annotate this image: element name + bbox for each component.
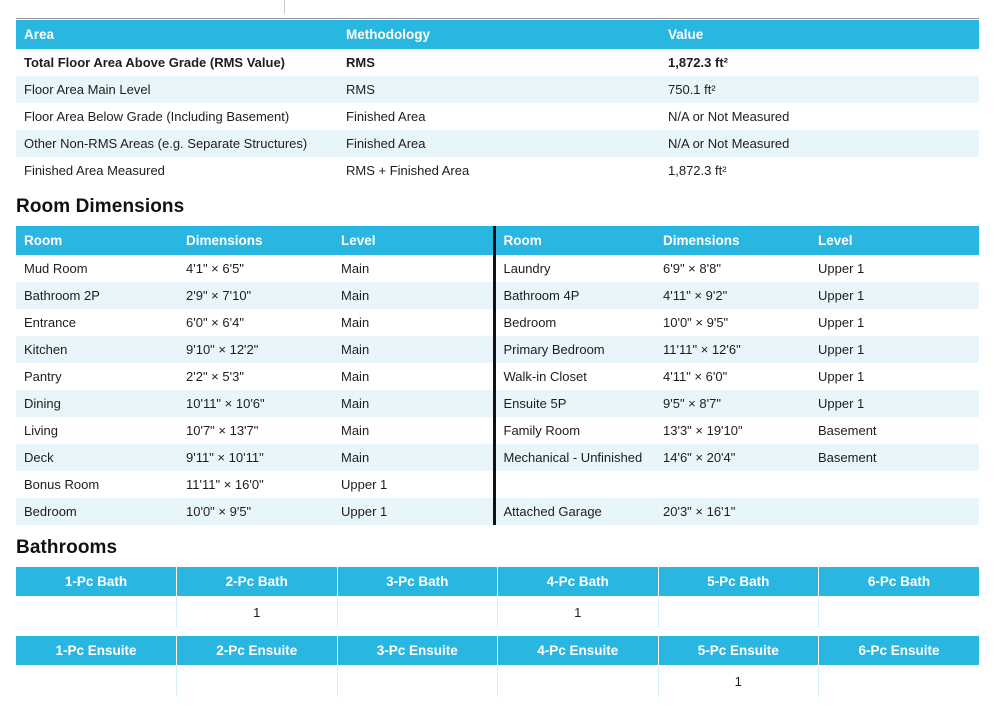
ensuite-count-3pc (337, 665, 498, 697)
room-name: Deck (16, 444, 178, 471)
table-row (16, 103, 979, 130)
room-name: Living (16, 417, 178, 444)
room-dimensions-table (16, 226, 979, 525)
room-level: Basement (810, 444, 979, 471)
ensuite-header-row (16, 636, 979, 665)
room-name: Kitchen (16, 336, 178, 363)
column-header-level-right: Level (810, 226, 979, 255)
room-level: Upper 1 (810, 390, 979, 417)
room-level: Main (333, 390, 494, 417)
room-name: Bonus Room (16, 471, 178, 498)
column-header-dimensions-right: Dimensions (655, 226, 810, 255)
column-header-level-left: Level (333, 226, 494, 255)
bath-values-row (16, 596, 979, 628)
column-header-1pc-ensuite: 1-Pc Ensuite (16, 636, 177, 665)
document-content (0, 20, 995, 697)
column-header-5pc-ensuite: 5-Pc Ensuite (658, 636, 819, 665)
room-level: Main (333, 363, 494, 390)
spacer (16, 628, 979, 636)
room-level: Upper 1 (333, 471, 494, 498)
bath-count-3pc (337, 596, 498, 628)
room-name: Pantry (16, 363, 178, 390)
room-level: Upper 1 (810, 282, 979, 309)
area-value: N/A or Not Measured (660, 103, 979, 130)
room-dimensions: 9'10" × 12'2" (178, 336, 333, 363)
bath-spacer-row (16, 628, 979, 636)
section-title-room-dimensions: Room Dimensions (16, 196, 185, 217)
area-value: 750.1 ft² (660, 76, 979, 103)
area-label: Floor Area Main Level (16, 76, 338, 103)
area-methodology: RMS (338, 49, 660, 76)
room-name: Attached Garage (494, 498, 655, 525)
room-level: Basement (810, 417, 979, 444)
table-row (16, 76, 979, 103)
room-name: Ensuite 5P (494, 390, 655, 417)
area-summary-table (16, 20, 979, 184)
room-dimensions: 11'11" × 12'6" (655, 336, 810, 363)
column-header-5pc-bath: 5-Pc Bath (658, 567, 819, 596)
area-methodology: RMS (338, 76, 660, 103)
column-header-area: Area (16, 20, 338, 49)
room-name: Entrance (16, 309, 178, 336)
table-header-row (16, 20, 979, 49)
table-row (16, 157, 979, 184)
table-row (16, 471, 979, 498)
ensuite-count-4pc (498, 665, 659, 697)
room-level (810, 498, 979, 525)
room-name (494, 471, 655, 498)
area-value: N/A or Not Measured (660, 130, 979, 157)
column-header-3pc-ensuite: 3-Pc Ensuite (337, 636, 498, 665)
table-row (16, 444, 979, 471)
table-header-row (16, 226, 979, 255)
room-name: Mud Room (16, 255, 178, 282)
room-level (810, 471, 979, 498)
bathrooms-table (16, 567, 979, 697)
room-dimensions: 11'11" × 16'0" (178, 471, 333, 498)
room-dimensions: 2'9" × 7'10" (178, 282, 333, 309)
room-dimensions: 9'5" × 8'7" (655, 390, 810, 417)
page-top-divider (16, 0, 979, 20)
room-level: Upper 1 (333, 498, 494, 525)
section-title-bathrooms: Bathrooms (16, 537, 118, 558)
table-row (16, 363, 979, 390)
bath-count-4pc: 1 (498, 596, 659, 628)
column-header-4pc-ensuite: 4-Pc Ensuite (498, 636, 659, 665)
room-level: Upper 1 (810, 363, 979, 390)
room-dimensions: 10'11" × 10'6" (178, 390, 333, 417)
room-name: Bedroom (16, 498, 178, 525)
bath-count-1pc (16, 596, 177, 628)
table-row (16, 417, 979, 444)
table-row (16, 498, 979, 525)
room-dimensions: 14'6" × 20'4" (655, 444, 810, 471)
room-dimensions: 10'0" × 9'5" (655, 309, 810, 336)
column-header-6pc-ensuite: 6-Pc Ensuite (819, 636, 980, 665)
ensuite-count-5pc: 1 (658, 665, 819, 697)
room-name: Dining (16, 390, 178, 417)
area-methodology: Finished Area (338, 130, 660, 157)
column-header-4pc-bath: 4-Pc Bath (498, 567, 659, 596)
room-level: Main (333, 255, 494, 282)
room-level: Main (333, 309, 494, 336)
table-row (16, 130, 979, 157)
column-header-room-right: Room (494, 226, 655, 255)
column-header-3pc-bath: 3-Pc Bath (337, 567, 498, 596)
area-label: Finished Area Measured (16, 157, 338, 184)
room-level: Upper 1 (810, 255, 979, 282)
table-row (16, 49, 979, 76)
room-name: Bathroom 2P (16, 282, 178, 309)
room-level: Main (333, 444, 494, 471)
column-header-2pc-bath: 2-Pc Bath (177, 567, 338, 596)
bath-count-6pc (819, 596, 980, 628)
column-header-2pc-ensuite: 2-Pc Ensuite (177, 636, 338, 665)
room-dimensions: 10'7" × 13'7" (178, 417, 333, 444)
room-dimensions: 10'0" × 9'5" (178, 498, 333, 525)
room-name: Laundry (494, 255, 655, 282)
bath-header-row (16, 567, 979, 596)
room-dimensions: 20'3" × 16'1" (655, 498, 810, 525)
room-dimensions: 2'2" × 5'3" (178, 363, 333, 390)
room-dimensions: 6'9" × 8'8" (655, 255, 810, 282)
area-label: Other Non-RMS Areas (e.g. Separate Structures) (16, 130, 338, 157)
room-level: Main (333, 282, 494, 309)
room-dimensions: 4'11" × 9'2" (655, 282, 810, 309)
column-header-1pc-bath: 1-Pc Bath (16, 567, 177, 596)
area-methodology: RMS + Finished Area (338, 157, 660, 184)
column-header-room-left: Room (16, 226, 178, 255)
room-dimensions: 6'0" × 6'4" (178, 309, 333, 336)
room-name: Bedroom (494, 309, 655, 336)
area-value: 1,872.3 ft² (660, 157, 979, 184)
ensuite-count-1pc (16, 665, 177, 697)
room-name: Walk-in Closet (494, 363, 655, 390)
vertical-rule (284, 0, 285, 14)
room-name: Primary Bedroom (494, 336, 655, 363)
room-name: Family Room (494, 417, 655, 444)
table-row (16, 309, 979, 336)
ensuite-values-row (16, 665, 979, 697)
room-dimensions: 4'1" × 6'5" (178, 255, 333, 282)
table-row (16, 336, 979, 363)
ensuite-count-6pc (819, 665, 980, 697)
room-level: Upper 1 (810, 336, 979, 363)
room-level: Upper 1 (810, 309, 979, 336)
ensuite-count-2pc (177, 665, 338, 697)
room-level: Main (333, 417, 494, 444)
column-header-6pc-bath: 6-Pc Bath (819, 567, 980, 596)
table-row (16, 390, 979, 417)
column-header-value: Value (660, 20, 979, 49)
column-header-dimensions-left: Dimensions (178, 226, 333, 255)
room-name: Mechanical - Unfinished (494, 444, 655, 471)
area-label: Total Floor Area Above Grade (RMS Value) (16, 49, 338, 76)
room-dimensions: 4'11" × 6'0" (655, 363, 810, 390)
table-row (16, 255, 979, 282)
column-header-methodology: Methodology (338, 20, 660, 49)
room-name: Bathroom 4P (494, 282, 655, 309)
area-methodology: Finished Area (338, 103, 660, 130)
room-dimensions: 9'11" × 10'11" (178, 444, 333, 471)
area-label: Floor Area Below Grade (Including Basement) (16, 103, 338, 130)
bath-count-5pc (658, 596, 819, 628)
bath-count-2pc: 1 (177, 596, 338, 628)
area-value: 1,872.3 ft² (660, 49, 979, 76)
horizontal-rule (16, 18, 979, 19)
room-level: Main (333, 336, 494, 363)
table-row (16, 282, 979, 309)
room-dimensions: 13'3" × 19'10" (655, 417, 810, 444)
room-dimensions (655, 471, 810, 498)
